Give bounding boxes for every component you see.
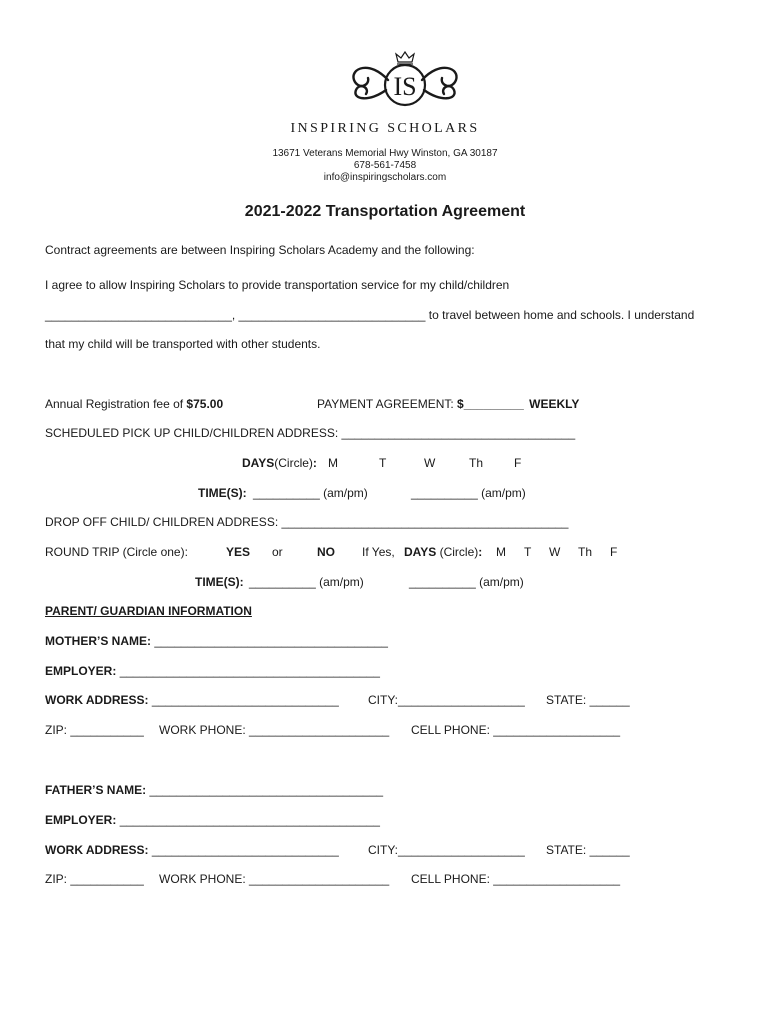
registration-label: Annual Registration fee of bbox=[45, 397, 187, 411]
round-trip-yes[interactable]: YES bbox=[226, 545, 251, 559]
mother-city-row bbox=[368, 693, 525, 707]
round-trip-days-label bbox=[404, 545, 482, 559]
mother-cell-phone-label: CELL PHONE: bbox=[411, 723, 490, 737]
pickup-day-f[interactable]: F bbox=[514, 456, 522, 470]
father-work-phone-row bbox=[159, 872, 389, 886]
father-city-label: CITY: bbox=[368, 843, 399, 857]
travel-text: to travel between home and schools. I understand bbox=[428, 308, 695, 322]
round-trip-day-w[interactable]: W bbox=[549, 545, 561, 559]
round-trip-time-1[interactable]: __________ (am/pm) bbox=[249, 575, 364, 589]
pickup-day-th[interactable]: Th bbox=[469, 456, 484, 470]
days-circle: (Circle) bbox=[274, 456, 313, 470]
round-trip-times-label: TIME(S): bbox=[195, 575, 244, 589]
logo-monogram: IS bbox=[393, 72, 417, 101]
mother-city-label: CITY: bbox=[368, 693, 399, 707]
mother-state-blank[interactable]: ______ bbox=[589, 693, 630, 707]
father-work-phone-blank[interactable]: _____________________ bbox=[249, 872, 390, 886]
intro-text: Contract agreements are between Inspiring Scholars Academy and the following: bbox=[45, 243, 475, 257]
father-name-label: FATHER’S NAME: bbox=[45, 783, 147, 797]
father-city-row bbox=[368, 843, 525, 857]
transport-text: that my child will be transported with other students. bbox=[45, 337, 321, 351]
mother-employer-label: EMPLOYER: bbox=[45, 664, 117, 678]
pickup-day-w[interactable]: W bbox=[424, 456, 436, 470]
father-state-blank[interactable]: ______ bbox=[589, 843, 630, 857]
rt-days-circle: (Circle) bbox=[436, 545, 479, 559]
pickup-days-label bbox=[242, 456, 317, 470]
mother-work-phone-row bbox=[159, 723, 389, 737]
inspiring-scholars-logo bbox=[340, 50, 470, 120]
mother-state-row bbox=[546, 693, 630, 707]
pickup-time-2[interactable]: __________ (am/pm) bbox=[411, 486, 526, 500]
pickup-time-1[interactable]: __________ (am/pm) bbox=[253, 486, 368, 500]
father-work-address-row bbox=[45, 843, 339, 857]
round-trip-no[interactable]: NO bbox=[317, 545, 335, 559]
father-work-phone-label: WORK PHONE: bbox=[159, 872, 246, 886]
father-cell-phone-blank[interactable]: ___________________ bbox=[493, 872, 621, 886]
email-address: info@inspiringscholars.com bbox=[323, 172, 447, 183]
mother-city-blank[interactable]: ___________________ bbox=[398, 693, 525, 707]
child-name-blank-2[interactable]: ____________________________ bbox=[238, 308, 426, 322]
round-trip-day-f[interactable]: F bbox=[610, 545, 618, 559]
father-name-row bbox=[45, 783, 383, 797]
brand-name: INSPIRING SCHOLARS bbox=[290, 121, 480, 136]
pickup-address-row bbox=[45, 426, 575, 440]
mother-cell-phone-row bbox=[411, 723, 620, 737]
mother-work-address-label: WORK ADDRESS: bbox=[45, 693, 149, 707]
father-cell-phone-label: CELL PHONE: bbox=[411, 872, 490, 886]
dropoff-address-row bbox=[45, 515, 568, 529]
round-trip-if-yes: If Yes, bbox=[362, 545, 395, 559]
father-employer-blank[interactable]: _______________________________________ bbox=[119, 813, 380, 827]
mother-name-row bbox=[45, 634, 388, 648]
round-trip-or: or bbox=[272, 545, 283, 559]
mother-work-address-row bbox=[45, 693, 339, 707]
father-state-row bbox=[546, 843, 630, 857]
days-colon: : bbox=[312, 456, 317, 470]
round-trip-day-t[interactable]: T bbox=[524, 545, 532, 559]
mother-work-address-blank[interactable]: ____________________________ bbox=[151, 693, 339, 707]
payment-agreement bbox=[317, 397, 579, 411]
pickup-address-label: SCHEDULED PICK UP CHILD/CHILDREN ADDRESS: bbox=[45, 426, 339, 440]
child-name-line bbox=[45, 308, 694, 322]
father-work-address-label: WORK ADDRESS: bbox=[45, 843, 149, 857]
weekly-label: WEEKLY bbox=[529, 397, 580, 411]
payment-label: PAYMENT AGREEMENT: bbox=[317, 397, 458, 411]
pickup-day-m[interactable]: M bbox=[328, 456, 338, 470]
father-zip-label: ZIP: bbox=[45, 872, 68, 886]
days-bold: DAYS bbox=[242, 456, 275, 470]
pickup-times-label: TIME(S): bbox=[198, 486, 247, 500]
father-state-label: STATE: bbox=[546, 843, 587, 857]
dropoff-address-label: DROP OFF CHILD/ CHILDREN ADDRESS: bbox=[45, 515, 279, 529]
payment-blank[interactable]: $_________ bbox=[457, 397, 524, 411]
mother-cell-phone-blank[interactable]: ___________________ bbox=[493, 723, 621, 737]
mother-zip-row bbox=[45, 723, 144, 737]
mother-name-label: MOTHER’S NAME: bbox=[45, 634, 151, 648]
round-trip-day-th[interactable]: Th bbox=[578, 545, 593, 559]
father-name-blank[interactable]: ___________________________________ bbox=[149, 783, 384, 797]
document-title: 2021-2022 Transportation Agreement bbox=[244, 203, 526, 220]
mother-zip-label: ZIP: bbox=[45, 723, 68, 737]
round-trip-label: ROUND TRIP (Circle one): bbox=[45, 545, 188, 559]
address-line: 13671 Veterans Memorial Hwy Winston, GA 30187 bbox=[272, 148, 498, 159]
father-cell-phone-row bbox=[411, 872, 620, 886]
mother-employer-blank[interactable]: _______________________________________ bbox=[119, 664, 380, 678]
mother-employer-row bbox=[45, 664, 380, 678]
agree-text: I agree to allow Inspiring Scholars to provide transportation service for my child/children bbox=[45, 278, 510, 292]
mother-name-blank[interactable]: ___________________________________ bbox=[154, 634, 388, 648]
father-city-blank[interactable]: ___________________ bbox=[398, 843, 525, 857]
father-employer-label: EMPLOYER: bbox=[45, 813, 117, 827]
rt-days-bold: DAYS bbox=[404, 545, 437, 559]
round-trip-time-2[interactable]: __________ (am/pm) bbox=[409, 575, 524, 589]
father-zip-blank[interactable]: ___________ bbox=[70, 872, 144, 886]
father-zip-row bbox=[45, 872, 144, 886]
phone-number: 678-561-7458 bbox=[353, 160, 417, 171]
dropoff-address-blank[interactable]: ___________________________________________ bbox=[281, 515, 569, 529]
mother-zip-blank[interactable]: ___________ bbox=[70, 723, 144, 737]
registration-amount: $75.00 bbox=[186, 397, 224, 411]
round-trip-day-m[interactable]: M bbox=[496, 545, 506, 559]
mother-work-phone-label: WORK PHONE: bbox=[159, 723, 246, 737]
registration-fee bbox=[45, 397, 223, 411]
pickup-address-blank[interactable]: ___________________________________ bbox=[341, 426, 576, 440]
father-employer-row bbox=[45, 813, 380, 827]
rt-days-colon: : bbox=[478, 545, 483, 559]
pickup-day-t[interactable]: T bbox=[379, 456, 387, 470]
guardian-section-title: PARENT/ GUARDIAN INFORMATION bbox=[45, 604, 252, 618]
mother-work-phone-blank[interactable]: _____________________ bbox=[249, 723, 390, 737]
mother-state-label: STATE: bbox=[546, 693, 587, 707]
child-name-blank-1[interactable]: ____________________________, bbox=[45, 308, 236, 322]
father-work-address-blank[interactable]: ____________________________ bbox=[151, 843, 339, 857]
